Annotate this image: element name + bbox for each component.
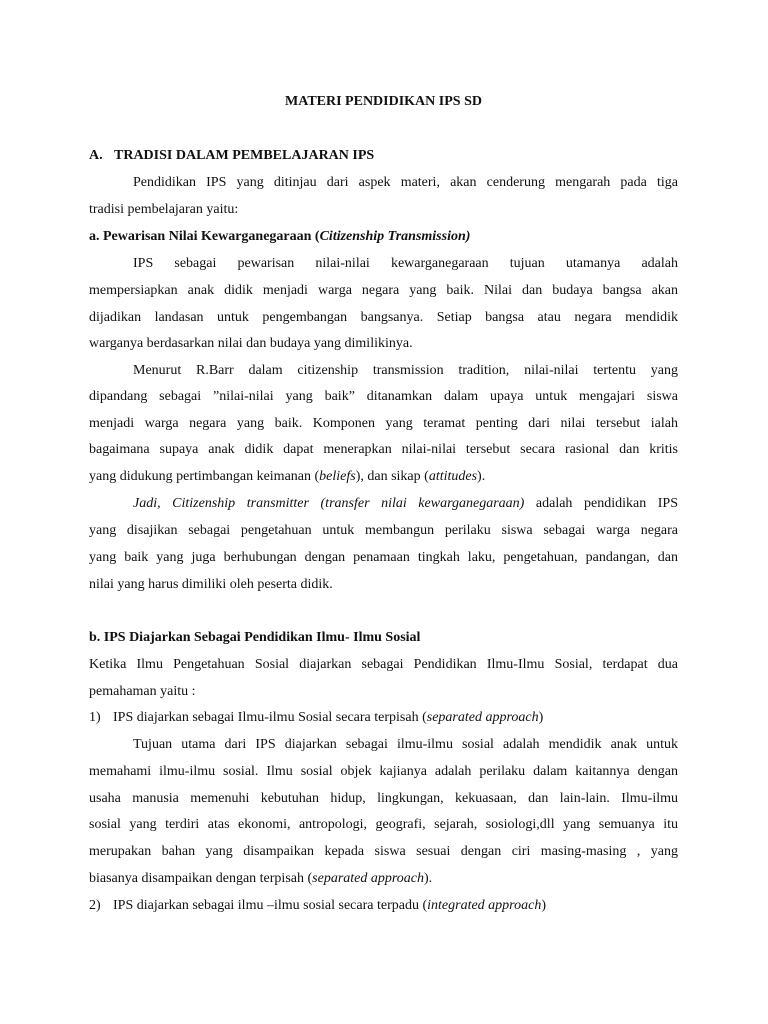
paragraph-line: IPS sebagai pewarisan nilai-nilai kewarganegaraan tujuan utamanya adalah [133, 256, 678, 271]
document-title: MATERI PENDIDIKAN IPS SD [285, 94, 482, 109]
paragraph-line: Tujuan utama dari IPS diajarkan sebagai ilmu-ilmu sosial adalah mendidik anak untuk [133, 737, 678, 752]
subsection-a-heading [89, 227, 678, 247]
text-run-italic: attitudes [428, 469, 478, 484]
paragraph-line: bagaimana supaya anak didik dapat menerapkan nilai-nilai tersebut secara rasional dan kritis [89, 442, 678, 457]
text-run: ). [477, 469, 486, 484]
paragraph-line: sosial yang terdiri atas ekonomi, antropologi, geografi, sejarah, sosiologi,dll yang semuanya itu [89, 817, 678, 832]
subsection-a-heading-italic: Citizenship Transmission) [319, 229, 471, 244]
text-run: yang didukung pertimbangan keimanan ( [89, 469, 320, 484]
text-run-italic: separated approach [312, 871, 425, 886]
paragraph-line: usaha manusia memenuhi kebutuhan hidup, lingkungan, kekuasaan, dan lain-lain. Ilmu-ilmu [89, 791, 678, 806]
text-run: IPS diajarkan sebagai Ilmu-ilmu Sosial secara terpisah ( [113, 710, 427, 725]
paragraph-line: Menurut R.Barr dalam citizenship transmission tradition, nilai-nilai tertentu yang [133, 363, 678, 378]
paragraph-line: tradisi pembelajaran yaitu: [89, 202, 239, 217]
text-run-italic: beliefs [319, 469, 356, 484]
paragraph-line: pemahaman yaitu : [89, 684, 196, 699]
paragraph-line: yang disajikan sebagai pengetahuan untuk membangun perilaku siswa sebagai warga negara [89, 523, 678, 538]
list-number: 2) [89, 898, 101, 913]
paragraph-line: memahami ilmu-ilmu sosial. Ilmu sosial objek kajianya adalah perilaku dalam kaitannya dengan [89, 764, 678, 779]
paragraph-line [89, 467, 678, 487]
paragraph-line: yang baik yang juga berhubungan dengan penamaan tingkah laku, pengetahuan, pandangan, dan [89, 550, 678, 565]
paragraph-line: warganya berdasarkan nilai dan budaya yang dimilikinya. [89, 336, 413, 351]
text-run: ), dan sikap ( [355, 469, 429, 484]
paragraph-line: mempersiapkan anak didik menjadi warga negara yang baik. Nilai dan budaya bangsa akan [89, 283, 678, 298]
text-run: ) [538, 710, 544, 725]
text-run-italic: Jadi, Citizenship transmitter (transfer nilai kewarganegaraan) [133, 496, 525, 511]
text-run: ). [424, 871, 433, 886]
text-run: biasanya disampaikan dengan terpisah ( [89, 871, 313, 886]
paragraph-line: menjadi warga negara yang baik. Komponen yang teramat penting dari nilai tersebut ialah [89, 416, 678, 431]
paragraph-line [89, 869, 678, 889]
subsection-b-heading: b. IPS Diajarkan Sebagai Pendidikan Ilmu- Ilmu Sosial [89, 630, 421, 645]
paragraph-line: dipandang sebagai ”nilai-nilai yang baik” ditanamkan dalam upaya untuk mengajari siswa [89, 389, 678, 404]
text-run-italic: integrated approach [427, 898, 542, 913]
section-a-heading-text: TRADISI DALAM PEMBELAJARAN IPS [114, 148, 375, 163]
paragraph-line [133, 494, 678, 514]
section-a-letter: A. [89, 148, 103, 163]
list-item-1 [89, 708, 678, 728]
text-run-italic: separated approach [426, 710, 539, 725]
list-number: 1) [89, 710, 101, 725]
text-run: IPS diajarkan sebagai ilmu –ilmu sosial secara terpadu ( [113, 898, 428, 913]
paragraph-line: Ketika Ilmu Pengetahuan Sosial diajarkan sebagai Pendidikan Ilmu-Ilmu Sosial, terdapat dua [89, 657, 678, 672]
paragraph-line: Pendidikan IPS yang ditinjau dari aspek materi, akan cenderung mengarah pada tiga [133, 175, 678, 190]
paragraph-line: nilai yang harus dimiliki oleh peserta didik. [89, 577, 333, 592]
text-run: adalah pendidikan IPS [524, 496, 678, 511]
subsection-a-heading-plain: a. Pewarisan Nilai Kewarganegaraan ( [89, 229, 320, 244]
section-a-heading [89, 146, 678, 166]
paragraph-line: merupakan bahan yang disampaikan kepada siswa sesuai dengan ciri masing-masing , yang [89, 844, 678, 859]
paragraph-line: dijadikan landasan untuk pengembangan bangsanya. Setiap bangsa atau negara mendidik [89, 310, 678, 325]
list-item-2 [89, 896, 678, 916]
text-run: ) [541, 898, 546, 913]
